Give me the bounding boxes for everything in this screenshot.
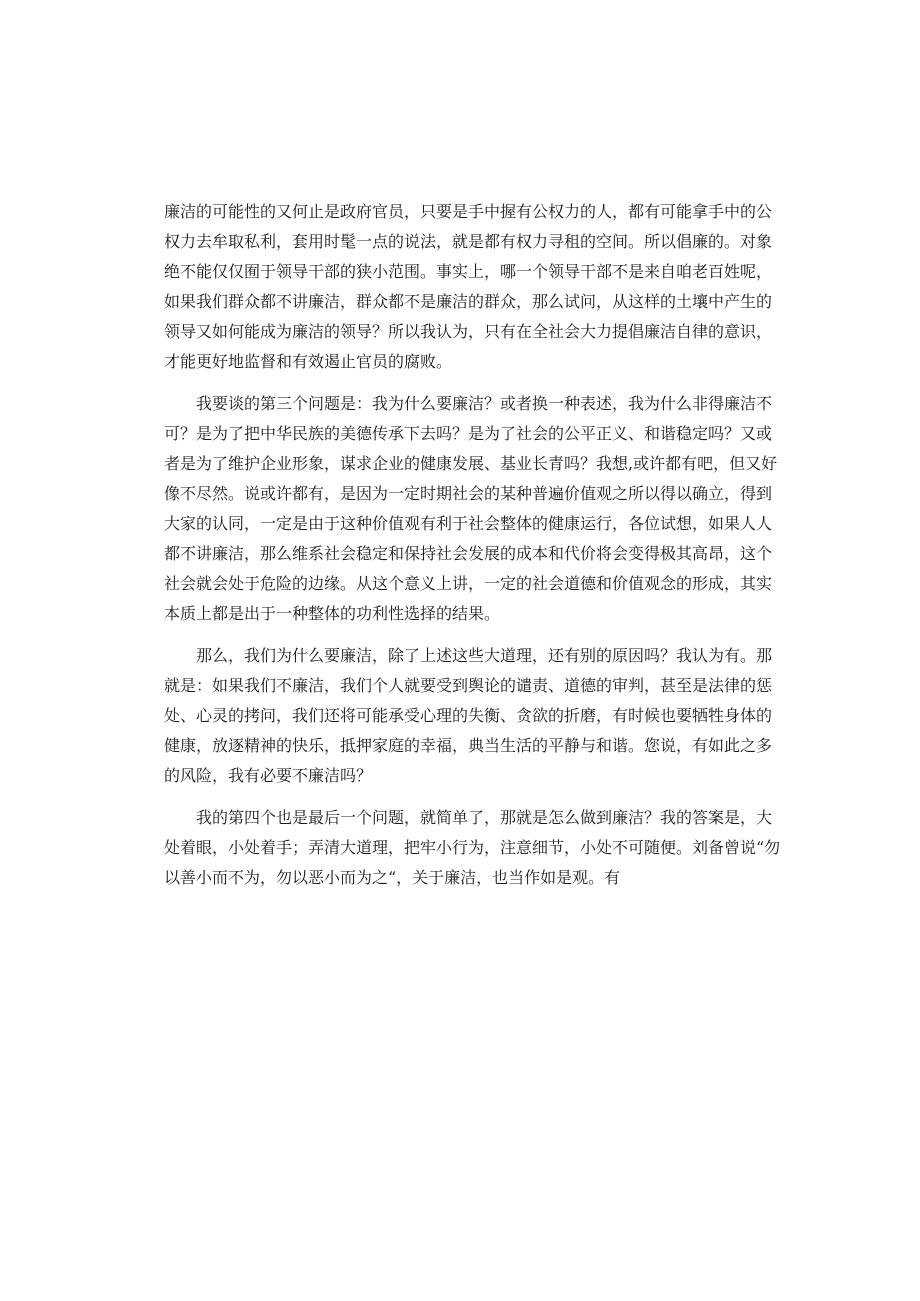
text-line: 者是为了维护企业形象，谋求企业的健康发展、基业长青吗？我想,或许都有吧，但又好: [164, 454, 778, 473]
paragraph-p3: [164, 641, 773, 791]
text-line: 我要谈的第三个问题是：我为什么要廉洁？或者换一种表述，我为什么非得廉洁不: [196, 394, 773, 413]
text-line: 本质上都是出于一种整体的功利性选择的结果。: [164, 604, 501, 623]
text-line: 都不讲廉洁，那么维系社会稳定和保持社会发展的成本和代价将会变得极其高昂，这个: [164, 544, 773, 563]
paragraph-p4: [164, 803, 781, 893]
text-line: 的风险，我有必要不廉洁吗？: [164, 766, 373, 785]
text-line: 如果我们群众都不讲廉洁，群众都不是廉洁的群众，那么试问，从这样的土壤中产生的: [164, 292, 773, 311]
text-line: 我的第四个也是最后一个问题，就简单了，那就是怎么做到廉洁？我的答案是，大: [196, 808, 773, 827]
paragraph-p2: [164, 389, 778, 629]
text-line: 廉洁的可能性的又何止是政府官员，只要是手中握有公权力的人，都有可能拿手中的公: [164, 202, 773, 221]
text-line: 像不尽然。说或许都有，是因为一定时期社会的某种普遍价值观之所以得以确立，得到: [164, 484, 773, 503]
text-line: 大家的认同，一定是由于这种价值观有利于社会整体的健康运行，各位试想，如果人人: [164, 514, 773, 533]
text-line: 可？是为了把中华民族的美德传承下去吗？是为了社会的公平正义、和谐稳定吗？又或: [164, 424, 773, 443]
text-line: 以善小而不为，勿以恶小而为之“，关于廉洁，也当作如是观。有: [164, 868, 621, 887]
text-line: 健康，放逐精神的快乐，抵押家庭的幸福，典当生活的平静与和谐。您说，有如此之多: [164, 736, 773, 755]
text-line: 社会就会处于危险的边缘。从这个意义上讲，一定的社会道德和价值观念的形成，其实: [164, 574, 773, 593]
paragraph-p1: [164, 197, 773, 377]
text-line: 领导又如何能成为廉洁的领导？所以我认为，只有在全社会大力提倡廉洁自律的意识，: [164, 322, 773, 341]
text-line: 权力去牟取私利，套用时髦一点的说法，就是都有权力寻租的空间。所以倡廉的。对象: [164, 232, 773, 251]
document-body: [164, 197, 781, 893]
text-line: 那么，我们为什么要廉洁，除了上述这些大道理，还有别的原因吗？我认为有。那: [196, 646, 773, 665]
text-line: 绝不能仅仅囿于领导干部的狭小范围。事实上，哪一个领导干部不是来自咱老百姓呢，: [164, 262, 773, 281]
text-line: 才能更好地监督和有效遏止官员的腐败。: [164, 352, 453, 371]
text-line: 处着眼，小处着手；弄清大道理，把牢小行为，注意细节，小处不可随便。刘备曾说“勿: [164, 838, 781, 857]
text-line: 就是：如果我们不廉洁，我们个人就要受到舆论的谴责、道德的审判，甚至是法律的惩: [164, 676, 773, 695]
text-line: 处、心灵的拷问，我们还将可能承受心理的失衡、贪欲的折磨，有时候也要牺牲身体的: [164, 706, 773, 725]
